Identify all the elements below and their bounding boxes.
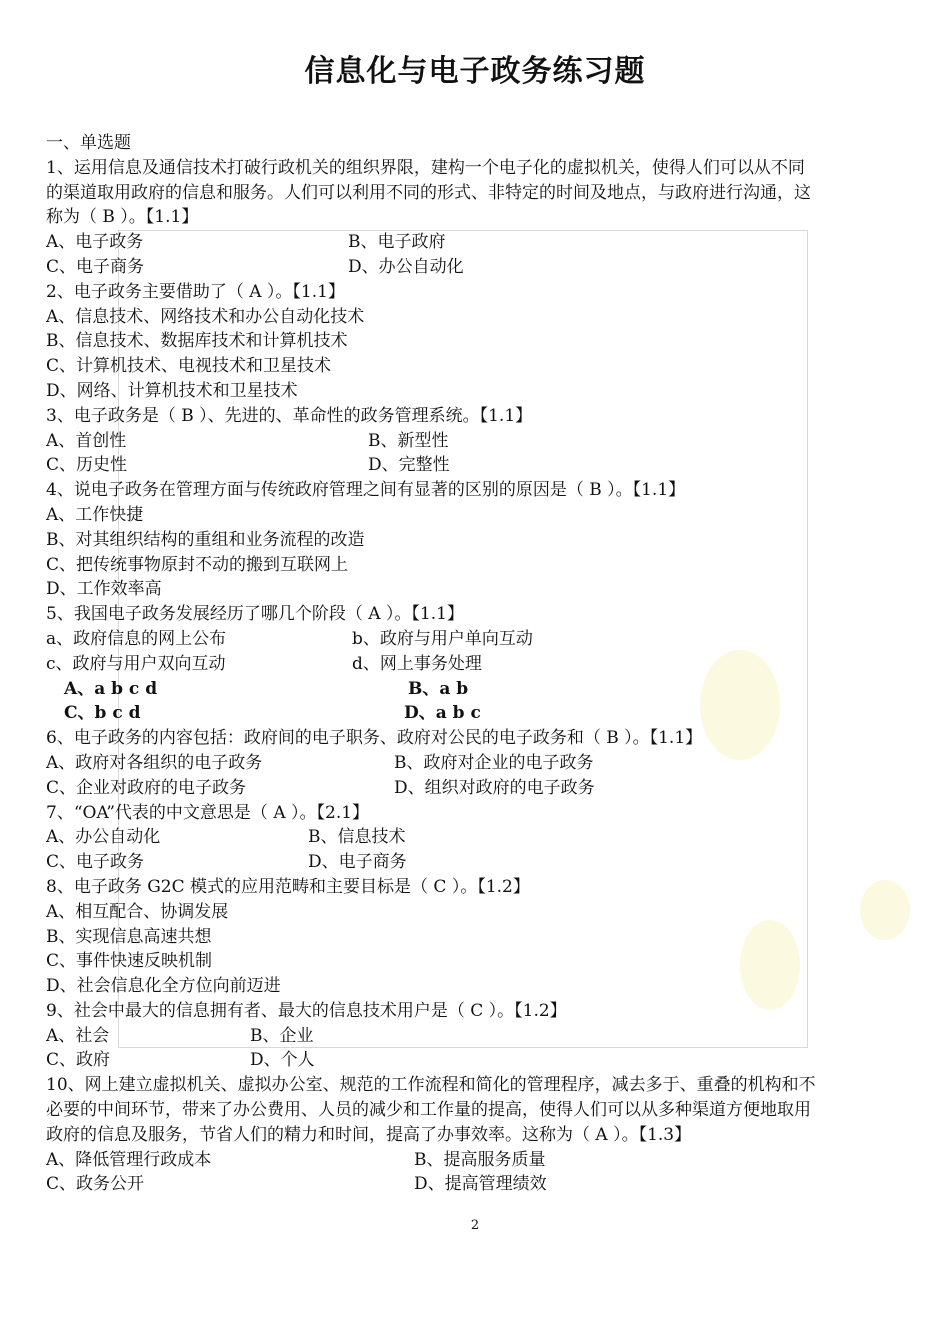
option-c: C、历史性 xyxy=(46,455,128,476)
option-b: B、信息技术、数据库技术和计算机技术 xyxy=(46,331,348,352)
option-a: A、首创性 xyxy=(46,430,127,451)
question-10-stem-line-1: 10、网上建立虚拟机关、虚拟办公室、规范的工作流程和简化的管理程序，减去多于、重叠的机构和不 xyxy=(46,1075,816,1096)
question-7-stem: 7、“OA”代表的中文意思是（ A ）。【2.1】 xyxy=(46,802,370,823)
question-9-options-row-2 xyxy=(46,1048,916,1073)
question-9-stem: 9、社会中最大的信息拥有者、最大的信息技术用户是（ C ）。【1.2】 xyxy=(46,1000,567,1021)
question-3-options-row-1 xyxy=(46,429,916,454)
question-6-stem: 6、电子政务的内容包括：政府间的电子职务、政府对公民的电子政务和（ B ）。【1.1】 xyxy=(46,728,703,749)
option-a: A、相互配合、协调发展 xyxy=(46,901,229,922)
question-1-stem-line-2: 的渠道取用政府的信息和服务。人们可以利用不同的形式、非特定的时间及地点，与政府进行沟通，这 xyxy=(46,182,811,203)
question-1-options-row-1 xyxy=(46,230,916,255)
question-6-options-row-1 xyxy=(46,751,916,776)
option-c: C、政府 xyxy=(46,1050,111,1071)
option-a: A、政府对各组织的电子政务 xyxy=(46,752,263,773)
question-5-options-row-1 xyxy=(46,677,916,702)
question-3-options-row-2 xyxy=(46,453,916,478)
section-heading: 一、单选题 xyxy=(46,133,131,153)
item-c: c、政府与用户双向互动 xyxy=(46,653,226,674)
option-c: C、把传统事物原封不动的搬到互联网上 xyxy=(46,554,349,575)
question-1-options-row-2 xyxy=(46,255,916,280)
option-d: D、a b c xyxy=(404,703,481,724)
option-b: B、新型性 xyxy=(368,430,449,451)
question-7-options-row-2 xyxy=(46,850,916,875)
question-6-options-row-2 xyxy=(46,776,916,801)
question-9-options-row-1 xyxy=(46,1024,916,1049)
question-1-stem-line-1: 1、运用信息及通信技术打破行政机关的组织界限，建构一个电子化的虚拟机关，使得人们可以从不同 xyxy=(46,157,805,178)
option-c: C、b c d xyxy=(64,703,141,724)
question-4-stem: 4、说电子政务在管理方面与传统政府管理之间有显著的区别的原因是（ B ）。【1.1】 xyxy=(46,480,686,501)
question-3-stem: 3、电子政务是（ B ）、先进的、革命性的政务管理系统。【1.1】 xyxy=(46,405,533,426)
question-10-stem-line-2: 必要的中间环节，带来了办公费用、人员的减少和工作量的提高，使得人们可以从多种渠道方便地取用 xyxy=(46,1100,811,1121)
question-5-items-row-1 xyxy=(46,627,916,652)
option-a: A、社会 xyxy=(46,1025,110,1046)
option-a: A、办公自动化 xyxy=(46,827,161,848)
item-a: a、政府信息的网上公布 xyxy=(46,628,227,649)
item-d: d、网上事务处理 xyxy=(352,653,482,674)
option-c: C、电子政务 xyxy=(46,852,145,873)
option-b: B、对其组织结构的重组和业务流程的改造 xyxy=(46,529,365,550)
option-a: A、工作快捷 xyxy=(46,504,144,525)
option-d: D、工作效率高 xyxy=(46,579,162,600)
option-d: D、组织对政府的电子政务 xyxy=(394,777,595,798)
question-5-items-row-2 xyxy=(46,652,916,677)
option-d: D、完整性 xyxy=(368,455,450,476)
question-list xyxy=(46,131,916,1197)
option-c: C、事件快速反映机制 xyxy=(46,951,213,972)
question-7-options-row-1 xyxy=(46,825,916,850)
question-10-stem-line-3: 政府的信息及服务，节省人们的精力和时间，提高了办事效率。这称为（ A ）。【1.3】 xyxy=(46,1124,692,1145)
page-title: 信息化与电子政务练习题 xyxy=(304,54,646,89)
question-10-options-row-1 xyxy=(46,1148,916,1173)
question-10-options-row-2 xyxy=(46,1172,916,1197)
question-8-stem: 8、电子政务 G2C 模式的应用范畴和主要目标是（ C ）。【1.2】 xyxy=(46,876,530,897)
page-number: 2 xyxy=(470,1218,480,1233)
item-b: b、政府与用户单向互动 xyxy=(352,628,533,649)
option-c: C、企业对政府的电子政务 xyxy=(46,777,247,798)
option-b: B、信息技术 xyxy=(308,827,406,848)
option-c: C、政务公开 xyxy=(46,1174,145,1195)
option-b: B、提高服务质量 xyxy=(414,1149,546,1170)
option-b: B、企业 xyxy=(250,1025,314,1046)
option-d: D、电子商务 xyxy=(308,852,407,873)
option-d: D、提高管理绩效 xyxy=(414,1174,547,1195)
question-5-options-row-2 xyxy=(46,701,916,726)
option-a: A、降低管理行政成本 xyxy=(46,1149,212,1170)
option-b: B、政府对企业的电子政务 xyxy=(394,752,594,773)
option-d: D、网络、计算机技术和卫星技术 xyxy=(46,380,298,401)
question-2-stem: 2、电子政务主要借助了（ A ）。【1.1】 xyxy=(46,281,345,302)
option-a: A、信息技术、网络技术和办公自动化技术 xyxy=(46,306,365,327)
option-d: D、个人 xyxy=(250,1050,315,1071)
option-a: A、a b c d xyxy=(64,678,158,699)
question-5-stem: 5、我国电子政务发展经历了哪几个阶段（ A ）。【1.1】 xyxy=(46,604,464,625)
option-b: B、实现信息高速共想 xyxy=(46,926,212,947)
option-c: C、电子商务 xyxy=(46,256,145,277)
option-b: B、a b xyxy=(408,678,469,699)
option-b: B、电子政府 xyxy=(348,232,446,253)
option-c: C、计算机技术、电视技术和卫星技术 xyxy=(46,356,332,377)
option-d: D、社会信息化全方位向前迈进 xyxy=(46,976,281,997)
option-d: D、办公自动化 xyxy=(348,256,464,277)
option-a: A、电子政务 xyxy=(46,232,144,253)
question-1-stem-line-3: 称为（ B ）。【1.1】 xyxy=(46,207,199,228)
